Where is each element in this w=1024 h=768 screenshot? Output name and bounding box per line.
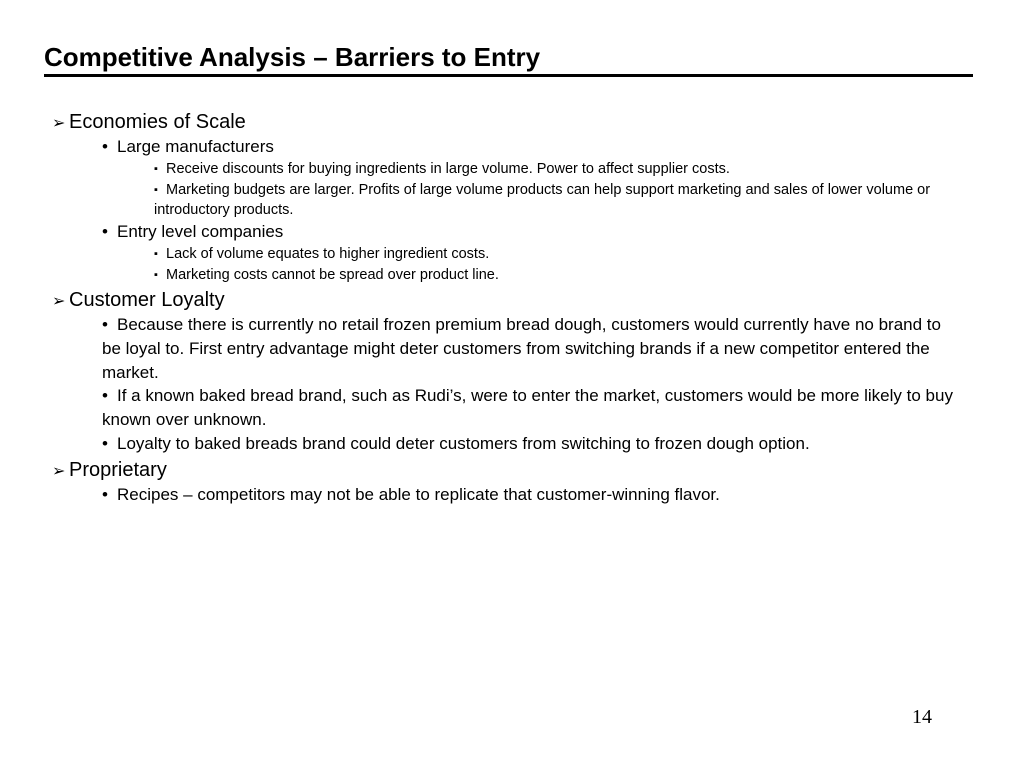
loyalty-point: • Loyalty to baked breads brand could deter customers from switching to frozen dough option. [102, 432, 810, 456]
arrow-bullet-icon: ➢ [52, 463, 66, 480]
dot-bullet-icon: • [102, 137, 108, 156]
arrow-bullet-icon: ➢ [52, 293, 66, 310]
square-bullet-icon: ▪ [154, 269, 158, 281]
arrow-bullet-icon: ➢ [52, 115, 66, 132]
dot-bullet-icon: • [102, 434, 108, 453]
group-large-manufacturers [102, 135, 274, 159]
section-economies-of-scale [52, 110, 246, 136]
loyalty-point: • If a known baked bread brand, such as Rudi’s, were to enter the market, customers would be more likely to buy known over unknown. [102, 386, 953, 429]
page-number: 14 [912, 706, 932, 728]
proprietary-point: • Recipes – competitors may not be able to replicate that customer-winning flavor. [102, 483, 720, 507]
group-entry-level-companies [102, 220, 283, 244]
section-proprietary [52, 458, 167, 484]
dot-bullet-icon: • [102, 222, 108, 241]
square-bullet-icon: ▪ [154, 184, 158, 196]
group-label: Entry level companies [117, 222, 284, 241]
sub-point: ▪ Marketing budgets are larger. Profits of large volume products can help support marketing and sales of lower volume or introductory products. [154, 182, 931, 218]
loyalty-point: • Because there is currently no retail frozen premium bread dough, customers would currently have no brand to be loyal to. First entry advantage might deter customers from switching brands if a new competitor entered the market. [102, 315, 941, 382]
section-heading: Economies of Scale [69, 111, 246, 133]
section-heading: Proprietary [69, 459, 167, 481]
dot-bullet-icon: • [102, 315, 108, 334]
square-bullet-icon: ▪ [154, 248, 158, 260]
section-customer-loyalty [52, 288, 225, 314]
group-label: Large manufacturers [117, 137, 274, 156]
section-heading: Customer Loyalty [69, 289, 225, 311]
square-bullet-icon: ▪ [154, 163, 158, 175]
sub-point: ▪ Receive discounts for buying ingredients in large volume. Power to affect supplier costs. [154, 161, 730, 177]
slide-title: Competitive Analysis – Barriers to Entry [44, 42, 541, 72]
sub-point: ▪ Marketing costs cannot be spread over product line. [154, 267, 499, 283]
dot-bullet-icon: • [102, 485, 108, 504]
sub-point: ▪ Lack of volume equates to higher ingredient costs. [154, 246, 490, 262]
dot-bullet-icon: • [102, 386, 108, 405]
